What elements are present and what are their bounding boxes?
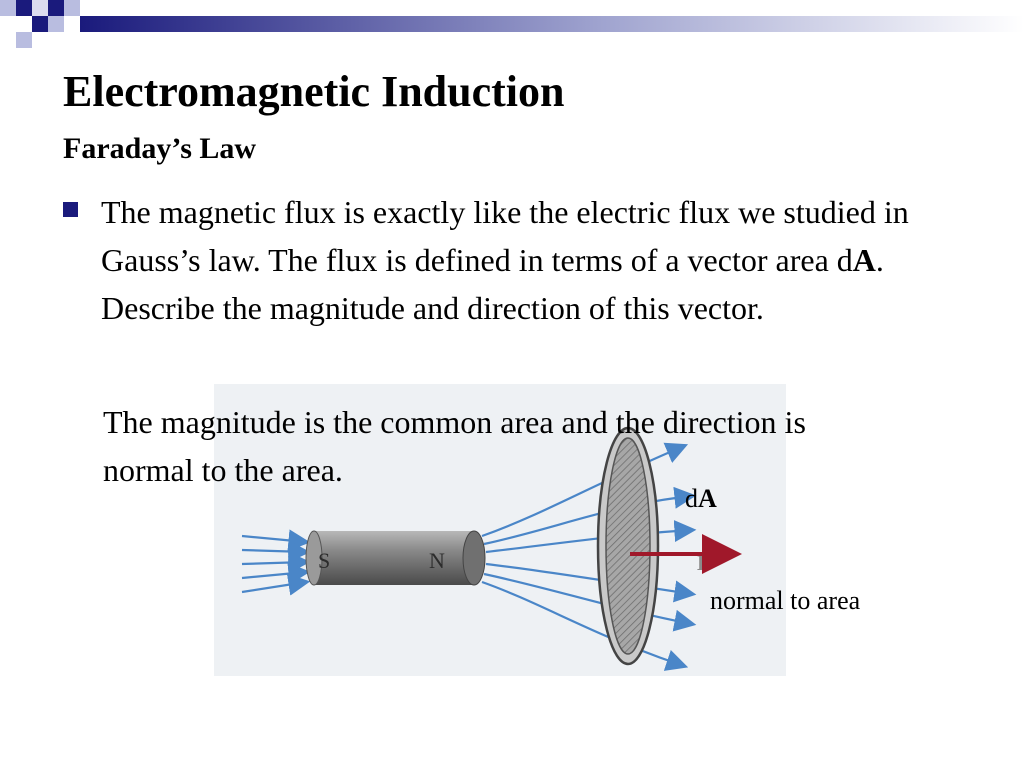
slide-subtitle: Faraday’s Law [63, 132, 257, 165]
deco-square [0, 0, 16, 16]
deco-square [48, 16, 64, 32]
vector-da-label [685, 484, 717, 514]
deco-square [64, 0, 80, 16]
vector-symbol: A [698, 484, 717, 513]
bullet-text-part1: The magnetic flux is exactly like the electric flux we studied in Gauss’s law. The flux is defined in terms of a vector area d [101, 194, 909, 278]
deco-square [16, 16, 32, 32]
deco-square [32, 0, 48, 16]
header-decoration [0, 0, 1024, 48]
bullet-text-part2: . Describe the magnitude and direction of this vector. [101, 242, 884, 326]
slide-title: Electromagnetic Induction [63, 67, 565, 116]
bullet-square-icon [63, 202, 78, 217]
bullet-text [101, 188, 961, 332]
bullet-bold-symbol: A [852, 242, 876, 278]
deco-square [16, 32, 32, 48]
magnet-north-label: N [429, 548, 445, 573]
deco-square [16, 0, 32, 16]
deco-square [32, 16, 48, 32]
deco-square [48, 0, 64, 16]
answer-text: The magnitude is the common area and the direction is normal to the area. [103, 404, 806, 488]
bar-magnet [306, 531, 485, 585]
normal-to-area-label: normal to area [710, 586, 861, 615]
vector-prefix: d [685, 484, 698, 513]
magnet-south-label: S [318, 548, 331, 573]
field-label-b: B [697, 550, 712, 575]
header-gradient-bar [80, 16, 1024, 32]
